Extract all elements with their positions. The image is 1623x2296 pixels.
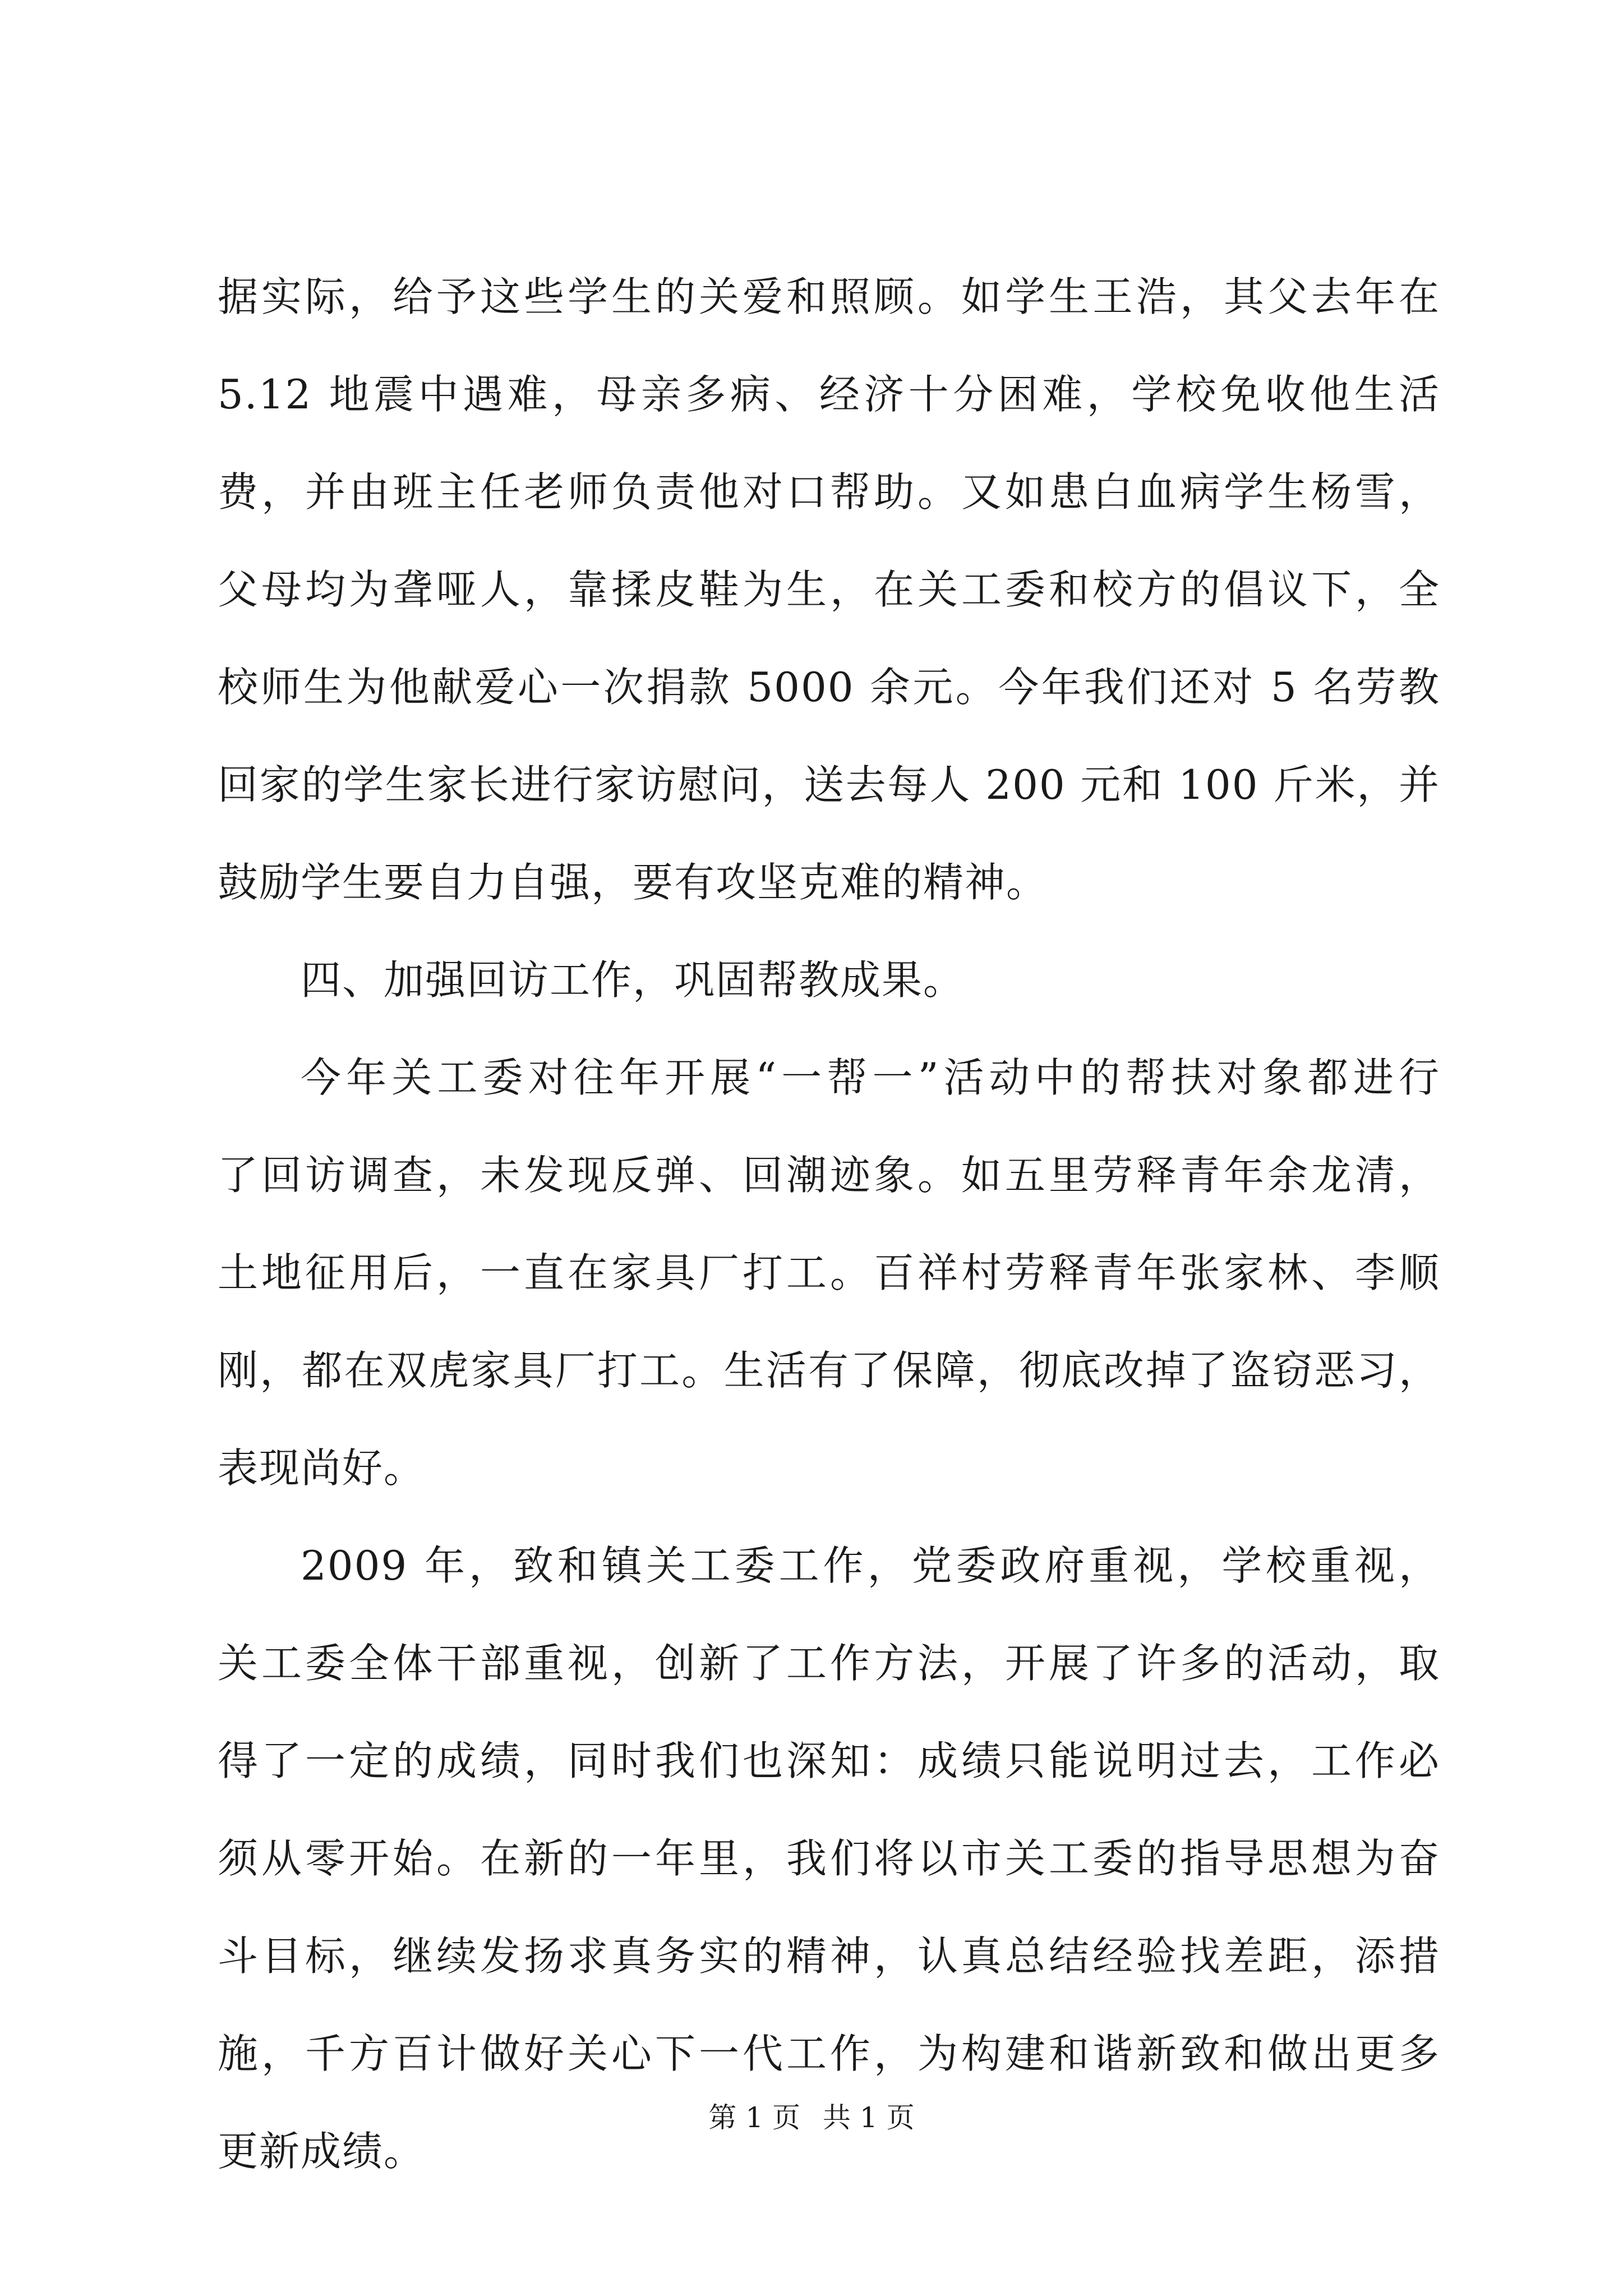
text-line: 斗目标，继续发扬求真务实的精神，认真总结经验找差距，添措 <box>218 1932 1440 1980</box>
text-line: 土地征用后，一直在家具厂打工。百祥村劳释青年张家林、李顺 <box>218 1249 1440 1296</box>
page-number: 第 1 页 <box>708 2101 800 2134</box>
section-heading: 四、加强回访工作，巩固帮教成果。 <box>301 956 965 1004</box>
text-line: 须从零开始。在新的一年里，我们将以市关工委的指导思想为奋 <box>218 1835 1440 1882</box>
text-line: 今年关工委对往年开展“一帮一”活动中的帮扶对象都进行 <box>301 1054 1440 1101</box>
text-line: 父母均为聋哑人，靠揉皮鞋为生，在关工委和校方的倡议下，全 <box>218 566 1440 613</box>
text-line: 鼓励学生要自力自强，要有攻坚克难的精神。 <box>218 859 1048 906</box>
page-total: 共 1 页 <box>823 2101 915 2134</box>
text-line: 施，千方百计做好关心下一代工作，为构建和谐新致和做出更多 <box>218 2030 1440 2077</box>
text-line: 得了一定的成绩，同时我们也深知：成绩只能说明过去，工作必 <box>218 1737 1440 1784</box>
text-line: 了回访调查，未发现反弹、回潮迹象。如五里劳释青年余龙清， <box>218 1152 1440 1199</box>
text-line: 表现尚好。 <box>218 1444 426 1492</box>
document-body <box>218 248 1440 2200</box>
text-line: 更新成绩。 <box>218 2128 426 2175</box>
text-line: 据实际，给予这些学生的关爱和照顾。如学生王浩，其父去年在 <box>218 273 1440 320</box>
text-line: 关工委全体干部重视，创新了工作方法，开展了许多的活动，取 <box>218 1640 1440 1687</box>
text-line: 校师生为他献爱心一次捐款 5000 余元。今年我们还对 5 名劳教 <box>218 664 1440 711</box>
page-footer <box>0 2098 1623 2137</box>
text-line: 2009 年，致和镇关工委工作，党委政府重视，学校重视， <box>301 1542 1440 1589</box>
text-line: 费，并由班主任老师负责他对口帮助。又如患白血病学生杨雪， <box>218 468 1440 516</box>
text-line: 刚，都在双虎家具厂打工。生活有了保障，彻底改掉了盗窃恶习， <box>218 1347 1440 1394</box>
text-line: 5.12 地震中遇难，母亲多病、经济十分困难，学校免收他生活 <box>218 371 1440 418</box>
text-line: 回家的学生家长进行家访慰问，送去每人 200 元和 100 斤米，并 <box>218 761 1440 808</box>
